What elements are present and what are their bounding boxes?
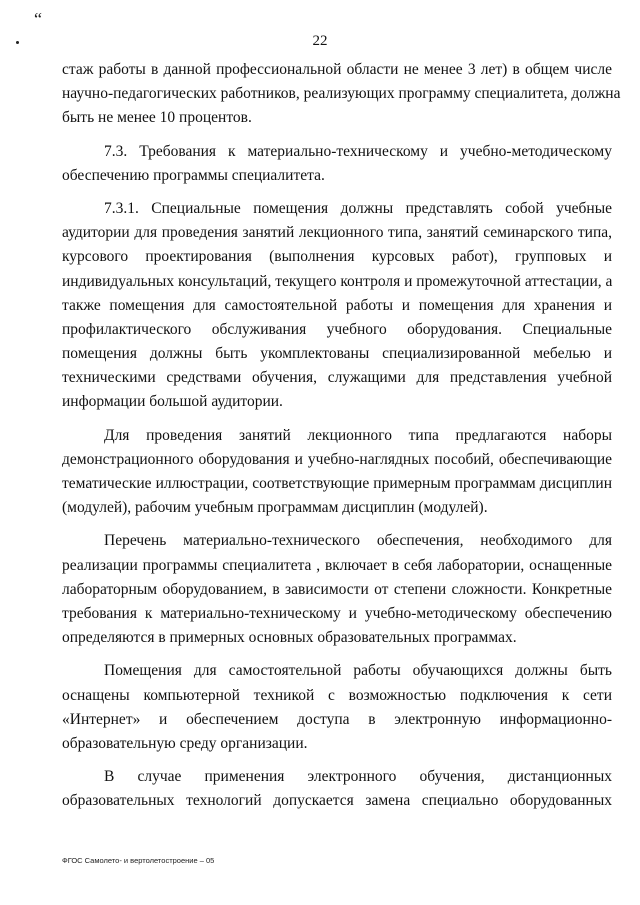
text-line: «Интернет» и обеспечением доступа в электронную информационно- xyxy=(62,710,612,728)
text-line: определяются в примерных основных образовательных программах. xyxy=(62,629,517,647)
text-line: индивидуальных консультаций, текущего контроля и промежуточной аттестации, а xyxy=(62,272,613,290)
text-line: информации большой аудитории. xyxy=(62,393,283,411)
text-line: Перечень материально-технического обеспечения, необходимого для xyxy=(104,532,612,550)
text-line: тематические иллюстрации, соответствующие примерным программам дисциплин xyxy=(62,475,612,492)
text-line: демонстрационного оборудования и учебно-наглядных пособий, обеспечивающие xyxy=(62,450,612,468)
text-line: образовательных технологий допускается замена специально оборудованных xyxy=(62,792,612,810)
text-line: Помещения для самостоятельной работы обучающихся должны быть xyxy=(104,662,612,680)
paragraph-gap xyxy=(62,650,612,659)
paragraph xyxy=(62,659,612,756)
text-line: также помещения для самостоятельной работы и помещения для хранения и xyxy=(62,296,612,314)
text-line: (модулей), рабочим учебным программам дисциплин (модулей). xyxy=(62,499,488,517)
paragraph xyxy=(62,529,612,650)
paragraph-gap xyxy=(62,415,612,424)
text-line: профилактического обслуживания учебного оборудования. Специальные xyxy=(62,320,612,338)
text-line: помещения должны быть укомплектованы специализированной мебелью и xyxy=(62,345,612,363)
text-line: обеспечению программы специалитета. xyxy=(62,166,325,184)
paragraph-gap xyxy=(62,520,612,529)
text-line: курсового проектирования (выполнения курсовых работ), групповых и xyxy=(62,248,612,266)
paragraph xyxy=(62,765,612,813)
text-line: научно-педагогических работников, реализующих программу специалитета, должна xyxy=(62,85,621,103)
text-line: реализации программы специалитета , включает в себя лаборатории, оснащенные xyxy=(62,556,612,574)
text-line: стаж работы в данной профессиональной области не менее 3 лет) в общем числе xyxy=(62,61,612,78)
text-line: требования к материально-техническому и учебно-методическому обеспечению xyxy=(62,604,612,622)
paragraph xyxy=(62,58,621,131)
paragraph-gap xyxy=(62,131,612,140)
paragraph-gap xyxy=(62,188,612,197)
text-line: образовательную среду организации. xyxy=(62,734,308,752)
text-line: лабораторным оборудованием, в зависимости от степени сложности. Конкретные xyxy=(62,580,612,598)
text-line: В случае применения электронного обучения, дистанционных xyxy=(104,768,612,786)
paragraph xyxy=(62,424,612,521)
corner-mark: “ xyxy=(34,9,42,29)
paragraph xyxy=(62,140,612,188)
text-line: оснащены компьютерной техникой с возможностью подключения к сети xyxy=(62,686,612,704)
text-line: быть не менее 10 процентов. xyxy=(62,109,252,127)
footer-note: ФГОС Самолето- и вертолетостроение – 05 xyxy=(62,856,215,865)
document-body xyxy=(62,58,621,813)
paragraph-gap xyxy=(62,756,612,765)
paragraph xyxy=(62,197,612,415)
text-line: 7.3. Требования к материально-техническому и учебно-методическому xyxy=(104,142,612,160)
text-line: аудитории для проведения занятий лекционного типа, занятий семинарского типа, xyxy=(62,224,612,242)
page-number: 22 xyxy=(312,33,328,49)
text-line: техническими средствами обучения, служащими для представления учебной xyxy=(62,369,612,387)
text-line: Для проведения занятий лекционного типа предлагаются наборы xyxy=(104,426,612,444)
text-line: 7.3.1. Специальные помещения должны представлять собой учебные xyxy=(104,199,612,217)
